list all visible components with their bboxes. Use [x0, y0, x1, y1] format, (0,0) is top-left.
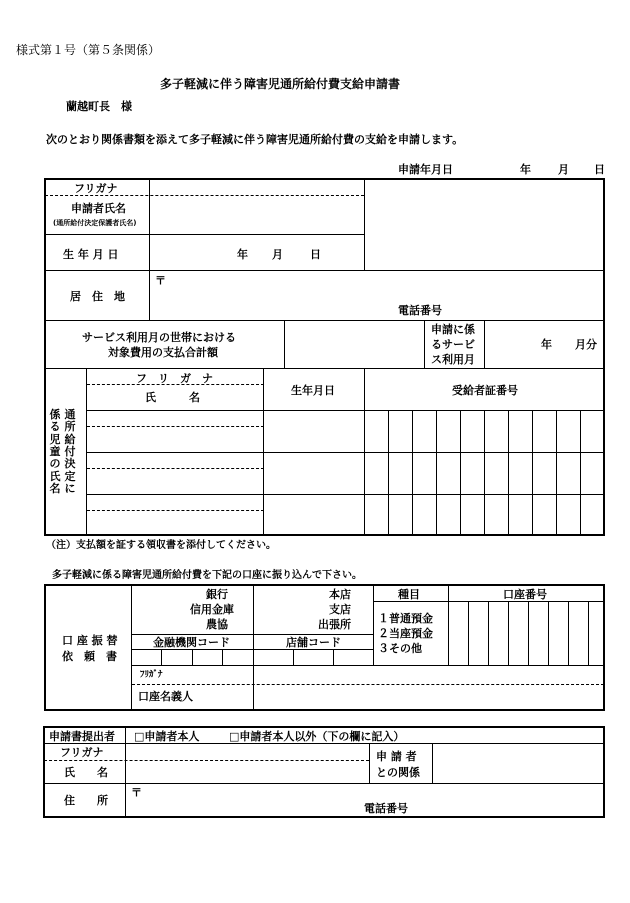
child-1-name-field[interactable] [88, 412, 262, 450]
applicant-name-field[interactable] [151, 197, 362, 233]
submitter-name-label: 氏 名 [64, 766, 108, 779]
service-month-label-1: 申請に係 [431, 323, 475, 336]
holder-label: 口座名義人 [138, 690, 193, 703]
child-3-name-field[interactable] [88, 496, 262, 534]
submitter-relation-label-2: との関係 [376, 766, 420, 779]
birth-label: 生 年 月 日 [63, 248, 119, 261]
service-month-label-2: るサービ [431, 338, 475, 351]
submitter-relation-field[interactable] [434, 745, 602, 782]
children-side-label-1: 係る児童の氏名 [49, 408, 61, 495]
application-date-month: 月 [558, 163, 569, 176]
submitter-phone-label: 電話番号 [364, 802, 408, 815]
application-date-day: 日 [594, 163, 605, 176]
children-name-header: 氏 名 [145, 391, 200, 404]
address-label: 居 住 地 [70, 290, 125, 303]
transfer-intro: 多子軽減に係る障害児通所給付費を下記の口座に振り込んで下さい。 [52, 570, 362, 581]
application-date-label: 申請年月日 [398, 163, 453, 176]
children-recipient-header: 受給者証番号 [452, 384, 518, 397]
submitter-name-field[interactable] [127, 762, 367, 782]
account-type-label: 種目 [398, 588, 420, 601]
service-year: 年 [541, 338, 552, 351]
account-type-checking: ２当座預金 [378, 627, 433, 640]
submitter-label: 申請書提出者 [49, 730, 115, 743]
branch-type-branch: 支店 [329, 603, 351, 616]
form-number: 様式第１号（第５条関係） [16, 43, 161, 57]
address-field[interactable] [151, 272, 602, 318]
holder-furigana-field[interactable] [255, 667, 602, 683]
account-number-label: 口座番号 [503, 588, 547, 601]
submitter-relation-label-1: 申 請 者 [376, 750, 417, 763]
submitter-postal-mark: 〒 [131, 786, 142, 799]
child-2-name-field[interactable] [88, 454, 262, 492]
children-side-label-2: 通所給付決定に [64, 408, 76, 495]
bank-name-field[interactable] [133, 586, 251, 633]
bank-type-credit-union: 信用金庫 [190, 603, 234, 616]
birth-year: 年 [237, 248, 248, 261]
birth-day: 日 [310, 248, 321, 261]
submitter-address-field[interactable] [127, 785, 602, 816]
submitter-furigana-field[interactable] [127, 745, 367, 759]
submitter-address-label: 住 所 [64, 794, 108, 807]
submitter-furigana-label: フリガナ [60, 746, 104, 759]
application-date-year: 年 [520, 163, 531, 176]
intro-text: 次のとおり関係書類を添えて多子軽減に伴う障害児通所給付費の支給を申請します。 [46, 133, 464, 146]
institution-code-label: 金融機関コード [153, 636, 230, 649]
receipt-note: （注）支払額を証する領収書を添付してください。 [46, 540, 276, 551]
branch-name-field[interactable] [255, 586, 371, 633]
service-total-field[interactable] [286, 322, 422, 366]
service-month-suffix: 月分 [575, 338, 597, 351]
branch-code-label: 店舗コード [286, 636, 341, 649]
furigana-label: フリガナ [74, 182, 118, 195]
account-type-savings: １普通預金 [378, 612, 433, 625]
service-month-label-3: ス利用月 [431, 353, 475, 366]
applicant-furigana-field[interactable] [151, 180, 362, 194]
service-total-label-1: サービス利用月の世帯における [82, 331, 236, 344]
branch-type-sub-branch: 出張所 [318, 618, 351, 631]
postal-mark: 〒 [155, 274, 166, 287]
submitter-option-other[interactable]: □申請者本人以外（下の欄に記入） [229, 730, 405, 743]
service-total-label-2: 対象費用の支払合計額 [108, 346, 218, 359]
applicant-name-note: (通所給付決定保護者氏名) [53, 219, 137, 227]
bank-type-bank: 銀行 [206, 588, 228, 601]
bank-type-agricultural-coop: 農協 [206, 618, 228, 631]
children-furigana-header: フ リ ガ ナ [136, 372, 213, 385]
transfer-request-label-1: 口 座 振 替 [62, 634, 118, 647]
phone-label: 電話番号 [398, 304, 442, 317]
holder-furigana-label: ﾌﾘｶﾞﾅ [140, 670, 163, 680]
birth-month: 月 [272, 248, 283, 261]
page-title: 多子軽減に伴う障害児通所給付費支給申請書 [160, 77, 401, 91]
account-type-other: ３その他 [378, 642, 422, 655]
addressee: 蘭越町長 様 [66, 100, 132, 113]
branch-type-head-office: 本店 [329, 588, 351, 601]
submitter-option-self[interactable]: □申請者本人 [134, 730, 200, 743]
children-birth-header: 生年月日 [291, 384, 335, 397]
holder-name-field[interactable] [255, 686, 602, 709]
applicant-name-label: 申請者氏名 [71, 202, 126, 215]
transfer-request-label-2: 依 頼 書 [62, 650, 117, 663]
